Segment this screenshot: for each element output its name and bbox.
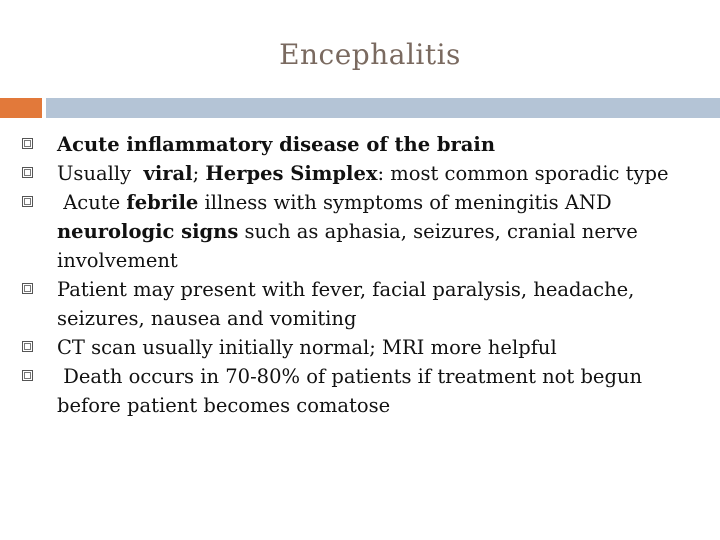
bullet-text (57, 278, 634, 330)
bullet-segment: ; (192, 162, 206, 185)
bullet-item (0, 362, 720, 420)
bullet-text (57, 336, 557, 359)
title-divider-bar (46, 98, 720, 118)
bullet-segment: illness with symptoms of meningitis AND (198, 191, 612, 214)
bullet-item (0, 188, 720, 275)
bullet-segment: febrile (126, 191, 199, 214)
square-bullet-icon (22, 283, 33, 294)
bullet-item (0, 275, 720, 333)
bullet-segment: such as aphasia, seizures, cranial nerve involvement (57, 220, 638, 272)
bullet-text (57, 365, 648, 417)
bullet-list (0, 130, 720, 420)
slide-title: Encephalitis (279, 38, 461, 71)
bullet-segment: : most common sporadic type (377, 162, 669, 185)
bullet-segment: Herpes Simplex (205, 162, 378, 185)
title-accent-bar (0, 98, 42, 118)
bullet-segment: Patient may present with fever, facial paralysis, headache, seizures, nausea and vomiting (57, 278, 635, 330)
bullet-item (0, 333, 720, 362)
bullet-segment: Acute (57, 191, 127, 214)
bullet-item (0, 130, 720, 159)
square-bullet-icon (22, 370, 33, 381)
bullet-text (57, 133, 495, 156)
square-bullet-icon (22, 341, 33, 352)
bullet-text (57, 191, 638, 272)
bullet-text (57, 162, 669, 185)
square-bullet-icon (22, 196, 33, 207)
square-bullet-icon (22, 167, 33, 178)
bullet-segment: CT scan usually initially normal; MRI more helpful (57, 336, 557, 359)
bullet-segment: Death occurs in 70-80% of patients if treatment not begun before patient becomes comatose (57, 365, 649, 417)
bullet-segment: viral (143, 162, 193, 185)
bullet-segment: Acute inflammatory disease of the brain (57, 133, 496, 156)
bullet-item (0, 159, 720, 188)
bullet-segment: Usually (57, 162, 144, 185)
bullet-segment: neurologic signs (57, 220, 239, 243)
square-bullet-icon (22, 138, 33, 149)
